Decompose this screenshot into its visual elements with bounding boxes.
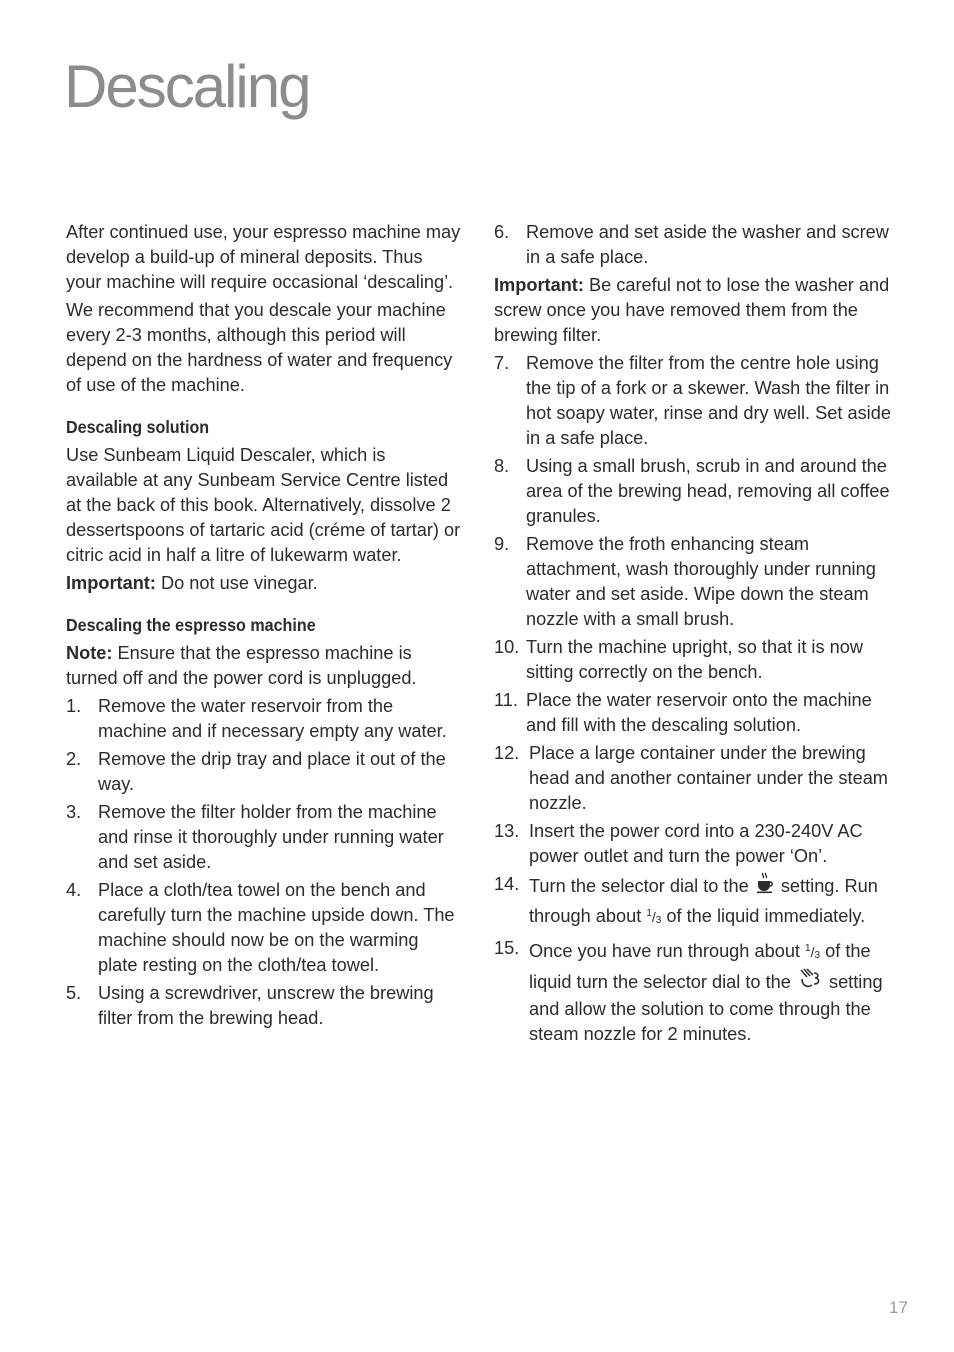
- fraction-numerator: 1: [805, 943, 811, 954]
- fraction-denominator: 3: [655, 915, 662, 926]
- step-item: [66, 747, 461, 797]
- coffee-cup-icon: [756, 872, 774, 901]
- steps-list-right-b: [494, 351, 894, 1047]
- step-text: setting. Run through about: [529, 876, 878, 926]
- step-text: Remove the water reservoir from the machine and if necessary empty any water.: [98, 696, 447, 741]
- step-item: [494, 454, 894, 529]
- descaling-machine-heading: Descaling the espresso machine: [66, 615, 316, 635]
- important-label: Important:: [494, 275, 584, 295]
- right-column: [494, 220, 894, 1050]
- page-number: 17: [889, 1298, 908, 1317]
- important-washer-note: [494, 273, 894, 348]
- step-number: 14.: [494, 874, 520, 894]
- important-label: Important:: [66, 573, 156, 593]
- left-column: [66, 220, 461, 1034]
- steps-list-left: [66, 694, 461, 1031]
- step-text: Remove the froth enhancing steam attachment, wash thoroughly under running water and set aside. Wipe down the steam nozzle with a small brush.: [526, 534, 876, 629]
- step-number: 12.: [494, 743, 520, 763]
- step-text: Using a small brush, scrub in and around the area of the brewing head, removing all coffee granules.: [526, 456, 890, 526]
- power-off-note: [66, 641, 461, 691]
- note-label: Note:: [66, 643, 113, 663]
- steam-icon: [798, 968, 822, 997]
- step-item: [66, 800, 461, 875]
- step-number: 5.: [66, 983, 82, 1003]
- important-text: Be careful not to lose the washer and screw once you have removed them from the brewing filter.: [494, 275, 890, 345]
- step-number: 1.: [66, 696, 82, 716]
- step-number: 4.: [66, 880, 82, 900]
- step-item: [494, 220, 894, 270]
- step-number: 10.: [494, 637, 520, 657]
- page-title: Descaling: [64, 53, 310, 120]
- step-number: 13.: [494, 821, 520, 841]
- step-text: Place the water reservoir onto the machine and fill with the descaling solution.: [526, 690, 872, 735]
- note-text: Ensure that the espresso machine is turned off and the power cord is unplugged.: [66, 643, 417, 688]
- step-item: [494, 819, 894, 869]
- intro-paragraph-2: We recommend that you descale your machine every 2-3 months, although this period will depend on the hardness of water and frequency of use of the machine.: [66, 300, 453, 395]
- step-text: Remove the filter holder from the machine and rinse it thoroughly under running water and set aside.: [98, 802, 444, 872]
- step-text: Place a large container under the brewing head and another container under the steam nozzle.: [529, 743, 888, 813]
- step-number: 6.: [494, 222, 510, 242]
- step-item: [494, 741, 894, 816]
- step-item: [494, 936, 894, 1047]
- step-text: Insert the power cord into a 230-240V AC power outlet and turn the power ‘On’.: [529, 821, 863, 866]
- descaling-solution-heading: Descaling solution: [66, 417, 210, 437]
- step-text: Turn the selector dial to the: [529, 876, 754, 896]
- step-number: 8.: [494, 456, 510, 476]
- step-text: Once you have run through about: [529, 941, 806, 961]
- step-number: 2.: [66, 749, 82, 769]
- important-vinegar-note: [66, 571, 461, 596]
- intro-paragraph-1: After continued use, your espresso machine may develop a build-up of mineral deposits. Thus your machine will require occasional ‘descaling’.: [66, 222, 461, 292]
- step-number: 9.: [494, 534, 510, 554]
- step-text: Remove the filter from the centre hole using the tip of a fork or a skewer. Wash the filter in hot soapy water, rinse and dry well. Set aside in a safe place.: [526, 353, 891, 448]
- fraction-slash: /: [651, 909, 656, 925]
- step-text: setting and allow the solution to come through the steam nozzle for 2 minutes.: [529, 972, 883, 1044]
- step-item: [494, 635, 894, 685]
- step-text: of the liquid turn the selector dial to the: [529, 941, 871, 992]
- step-item: [494, 532, 894, 632]
- step-text: Place a cloth/tea towel on the bench and carefully turn the machine upside down. The machine should now be on the warming plate resting on the cloth/tea towel.: [98, 880, 455, 975]
- step-text: Remove and set aside the washer and screw in a safe place.: [526, 222, 889, 267]
- step-text: of the liquid immediately.: [661, 906, 866, 926]
- step-number: 7.: [494, 353, 510, 373]
- step-item: [66, 878, 461, 978]
- fraction-numerator: 1: [646, 908, 652, 919]
- step-item: [66, 981, 461, 1031]
- step-number: 15.: [494, 938, 520, 958]
- step-item: [494, 872, 894, 933]
- step-item: [494, 688, 894, 738]
- step-text: Turn the machine upright, so that it is now sitting correctly on the bench.: [526, 637, 863, 682]
- step-number: 11.: [494, 690, 518, 710]
- step-text: Using a screwdriver, unscrew the brewing filter from the brewing head.: [98, 983, 434, 1028]
- step-text: Remove the drip tray and place it out of the way.: [98, 749, 446, 794]
- fraction-denominator: 3: [814, 950, 821, 961]
- fraction-slash: /: [810, 944, 815, 960]
- important-text: Do not use vinegar.: [155, 573, 318, 593]
- steps-list-right-a: [494, 220, 894, 270]
- step-item: [494, 351, 894, 451]
- step-item: [66, 694, 461, 744]
- descaling-solution-text: Use Sunbeam Liquid Descaler, which is available at any Sunbeam Service Centre listed at the back of this book. Alternatively, dissolve 2 dessertspoons of tartaric acid (créme of tartar) or citric acid in half a litre of lukewarm water.: [66, 445, 461, 565]
- step-number: 3.: [66, 802, 82, 822]
